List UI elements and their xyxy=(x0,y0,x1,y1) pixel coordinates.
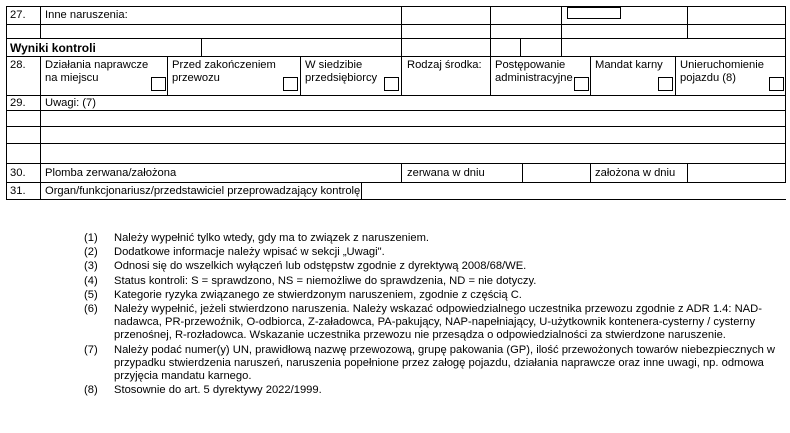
remarks-line-2[interactable] xyxy=(41,127,785,143)
admin-proceedings-label: Postępowanie administracyjne xyxy=(495,59,573,84)
footnote-text: Kategorie ryzyka związanego ze stwierdzonym naruszeniem, zgodnie z częścią C. xyxy=(114,288,522,301)
measure-at-company-label: W siedzibie przedsiębiorcy xyxy=(305,59,378,84)
measure-before-end-label: Przed zakończeniem przewozu xyxy=(172,59,276,84)
footnote-number: (3) xyxy=(84,260,98,273)
footnote-number: (7) xyxy=(84,343,98,356)
footnote-text: Należy wypełnić tylko wtedy, gdy ma to związek z naruszeniem. xyxy=(114,232,430,244)
inspecting-authority-label: Organ/funkcjonariusz/przedstawiciel przeprowadzający kontrolę xyxy=(45,185,361,197)
footnote-text: Odnosi się do wszelkich wyłączeń lub odstępstw zgodnie z dyrektywą 2008/68/WE. xyxy=(114,260,527,273)
footnote-number: (5) xyxy=(84,288,98,301)
section-header-results: Wyniki kontroli xyxy=(10,41,96,55)
footnote-text: Status kontroli: S = sprawdzono, NS = niemożliwe do sprawdzenia, ND = nie dotyczy. xyxy=(114,274,537,287)
footnote-number: (8) xyxy=(84,384,98,397)
measure-onsite-label: Działania naprawcze na miejscu xyxy=(45,59,149,84)
footnote xyxy=(84,384,784,397)
remarks-label: Uwagi: (7) xyxy=(45,97,96,109)
vehicle-immobilisation-checkbox[interactable] xyxy=(769,77,784,91)
row-29-number: 29. xyxy=(10,97,26,109)
footnote-number: (4) xyxy=(84,274,98,287)
seal-broken-date-label: zerwana w dniu xyxy=(407,167,485,179)
fine-label: Mandat karny xyxy=(595,59,663,71)
measure-type-label: Rodzaj środka: xyxy=(407,59,482,71)
footnote xyxy=(84,275,784,288)
row-28-number: 28. xyxy=(10,59,26,71)
footnote xyxy=(84,289,784,302)
footnote xyxy=(84,303,784,343)
seal-applied-date-label: założona w dniu xyxy=(595,167,676,179)
seal-label: Plomba zerwana/założona xyxy=(45,167,177,179)
footnote-text: Stosownie do art. 5 dyrektywy 2022/1999. xyxy=(114,384,322,397)
row-27-checkbox[interactable] xyxy=(567,7,621,19)
seal-broken-date-field[interactable] xyxy=(523,164,590,182)
measure-at-company-checkbox[interactable] xyxy=(384,77,399,91)
footnote-text: Dodatkowe informacje należy wpisać w sekcji „Uwagi". xyxy=(114,246,385,259)
inspection-results-form xyxy=(6,6,786,200)
footnote-text: Należy podać numer(y) UN, prawidłową nazwę przewozową, grupę pakowania (GP), ilość przewożonych towarów niebezpiecznych w przypadku stwierdzenia naruszeń, naruszenia popełnione przez załogę pojazdu, działania naprawcze oraz inne uwagi, np. odmowa przyjęcia mandatu karnego. xyxy=(114,343,775,383)
footnote xyxy=(84,260,784,273)
row-31-number: 31. xyxy=(10,185,26,197)
row-30-number: 30. xyxy=(10,167,26,179)
vehicle-immobilisation-label: Unieruchomienie pojazdu (8) xyxy=(680,59,764,84)
remarks-line-3[interactable] xyxy=(41,144,785,163)
footnote-number: (2) xyxy=(84,246,98,259)
seal-applied-date-field[interactable] xyxy=(688,164,785,182)
footnote xyxy=(84,232,784,245)
footnote-text: Należy wypełnić, jeżeli stwierdzono naruszenia. Należy wskazać odpowiedzialnego uczestnika przewozu zgodnie z ADR 1.4: NAD-nadawca, PR-przewoźnik, O-odbiorca, Z-załadowca, PA-pakujący, NAP-napełniający, U-użytkownik kontenera-cysterny / cysterny przenośnej, R-rozładowca. Wskazanie uczestnika przewozu nie przesądza o odpowiedzialności za stwierdzone naruszenie. xyxy=(114,303,762,342)
footnote-number: (6) xyxy=(84,303,98,316)
footnote xyxy=(84,344,784,384)
admin-proceedings-checkbox[interactable] xyxy=(574,77,589,91)
row-27-label: Inne naruszenia: xyxy=(45,9,128,21)
footnotes xyxy=(84,232,784,397)
measure-onsite-checkbox[interactable] xyxy=(151,77,166,91)
fine-checkbox[interactable] xyxy=(658,77,673,91)
remarks-line-1[interactable] xyxy=(41,111,785,126)
row-27-number: 27. xyxy=(10,9,26,21)
measure-before-end-checkbox[interactable] xyxy=(283,77,298,91)
footnote xyxy=(84,246,784,259)
footnote-number: (1) xyxy=(84,232,98,244)
